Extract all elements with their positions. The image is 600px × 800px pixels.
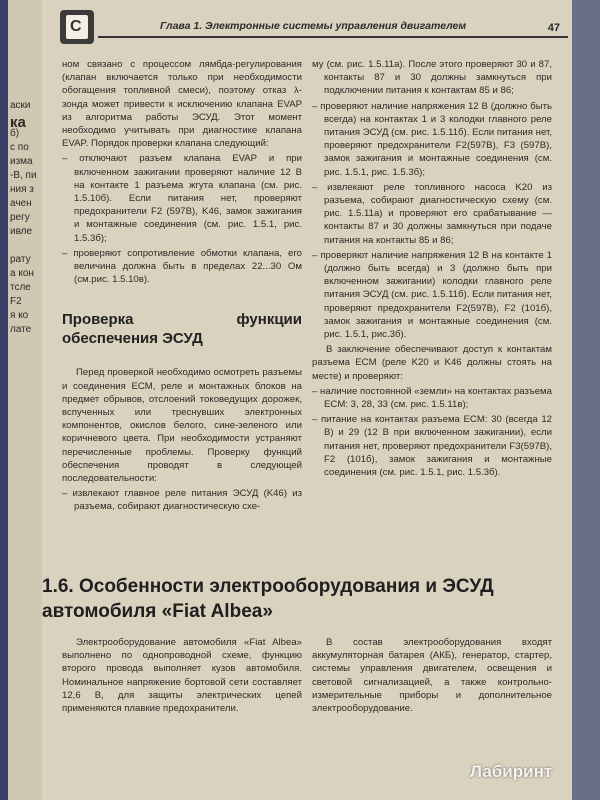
- left-page-text-fragment: аски: [10, 100, 31, 111]
- paragraph: ном связано с процессом лямбда-регулирования (клапан включается только при необходимости обогащения топливной смеси), поэтому отказ λ-зонда может привести к исключению клапана EVAP из алгоритма работы ЭСУД. Этот момент необходимо учитывать при диагностике клапана EVAP. Порядок проверки клапана следующий:: [62, 59, 302, 150]
- left-page-text-fragment: F2: [10, 296, 22, 307]
- section-right-paragraph: В состав электрооборудования входят аккумуляторная батарея (АКБ), генератор, стартер, системы управления двигателем, освещения и световой сигнализацией, а также контрольно-измерительные приборы и дополнительное электрооборудование.: [312, 637, 552, 715]
- list-item: му (см. рис. 1.5.11а). После этого проверяют 30 и 87, контакты 87 и 30 должны замкнуться при подключении питания к контактам 85 и 86;: [312, 59, 552, 97]
- section-title: Проверка функции обеспечения ЭСУД: [62, 311, 302, 348]
- paragraph: В заключение обеспечивают доступ к контактам разъема ECM (реле K20 и K46 должны стоять на месте) и проверяют:: [312, 344, 552, 382]
- paragraph: Перед проверкой необходимо осмотреть разъемы и соединения ECM, реле и монтажных блоков на предмет обрывов, отслоений токоведущих дорожек, вспученных или треснувших электронных компонентов, окислов белого, сине-зеленого или коричневого цвета. При необходимости устраняют перечисленные проблемы. Проверку функций обеспечения проводят в следующей последовательности:: [62, 367, 302, 485]
- page-binding-strip: [0, 0, 8, 800]
- list-item: – наличие постоянной «земли» на контактах разъема ECM: 3, 28, 33 (см. рис. 1.5.11в);: [312, 385, 552, 411]
- left-page-text-fragment: -В, пи: [10, 170, 37, 181]
- left-page-text-fragment: б): [10, 128, 20, 139]
- watermark-logo: Лабиринт: [470, 762, 553, 781]
- left-page-text-fragment: регу: [10, 212, 30, 223]
- left-page-text-fragment: ка: [10, 114, 26, 131]
- page-number: 47: [547, 22, 560, 34]
- chapter-title: Глава 1. Электронные системы управления двигателем: [160, 20, 467, 32]
- list-item: – проверяют наличие напряжения 12 В на контакте 1 (должно быть всегда) и 3 (должно быть при включенном зажигании) колодки главного реле питания ЭСУД (см. рис. 1.5.11б). Если питания нет, проверяют предохранители F2(597В), F2 (101б), замок зажигания и монтажные соединения (см. рис. 1.5.1, рис.3б).: [312, 249, 552, 341]
- left-page-text-fragment: изма: [10, 156, 33, 167]
- section-heading: 1.6. Особенности электрооборудования и ЭСУД автомобиля «Fiat Albea»: [42, 576, 494, 622]
- left-page-text-fragment: ачен: [10, 198, 32, 209]
- section-left-paragraph: Электрооборудование автомобиля «Fiat Albea» выполнено по однопроводной схеме, функцию второго провода выполняет кузов автомобиля. Номинальное напряжение бортовой сети составляет 12,6 В, для защиты электрических цепей применяются плавкие предохранители.: [62, 637, 302, 715]
- column-right: [312, 58, 552, 481]
- left-page-text-fragment: а кон: [10, 268, 34, 279]
- list-item: – питание на контактах разъема ECM: 30 (всегда 12 В) и 29 (12 В при включенном зажигании), если питания нет, проверяют предохранители F3(597В), F2 (101б), замок зажигания и монтажные соединения (см. рис. 1.5.1, рис. 1.5.3б).: [312, 414, 552, 479]
- list-item: – проверяют сопротивление обмотки клапана, его величина должна быть в пределах 22...30 Ом (см.рис. 1.5.10в).: [62, 247, 302, 286]
- list-item: – извлекают главное реле питания ЭСУД (K46) из разъема, собирают диагностическую схе-: [62, 488, 302, 513]
- left-page-text-fragment: рату: [10, 254, 31, 265]
- left-page-text-fragment: ния з: [10, 184, 34, 195]
- left-page-text-fragment: тсле: [10, 282, 31, 293]
- left-page-text-fragment: с по: [10, 142, 29, 153]
- list-item: – отключают разъем клапана EVAP и при включенном зажигании проверяют наличие 12 В на контакте 1 разъема жгута клапана (см. рис. 1.5.10б). Если питания нет, проверяют предохранители F2 (597В), K46, замок зажигания и монтажные соединения (см. рис. 1.5.1, рис. 1.5.3б);: [62, 153, 302, 244]
- list-item: – проверяют наличие напряжения 12 В (должно быть всегда) на контактах 1 и 3 колодки главного реле питания ЭСУД (см. рис. 1.5.11б). Если питания нет, проверяют предохранители F2(597B), F3 (597В), замок зажигания и монтажные соединения (см. рис. 1.5.1, рис. 1.5.3б);: [312, 100, 552, 178]
- book-page: [42, 0, 572, 800]
- left-page-text-fragment: лате: [10, 324, 32, 335]
- left-page-edge: [0, 0, 42, 800]
- page-header: [42, 6, 572, 38]
- publisher-logo-icon: С: [60, 10, 94, 44]
- column-left: [62, 58, 302, 516]
- left-page-text-fragment: я ко: [10, 310, 29, 321]
- left-page-text-fragment: ивле: [10, 226, 33, 237]
- list-item: – извлекают реле топливного насоса K20 из разъема, собирают диагностическую схему (см. рис. 1.5.11а) и проверяют его срабатывание — контакты 87 и 30 должны замкнуться при подаче питания на контакты 85 и 86;: [312, 181, 552, 246]
